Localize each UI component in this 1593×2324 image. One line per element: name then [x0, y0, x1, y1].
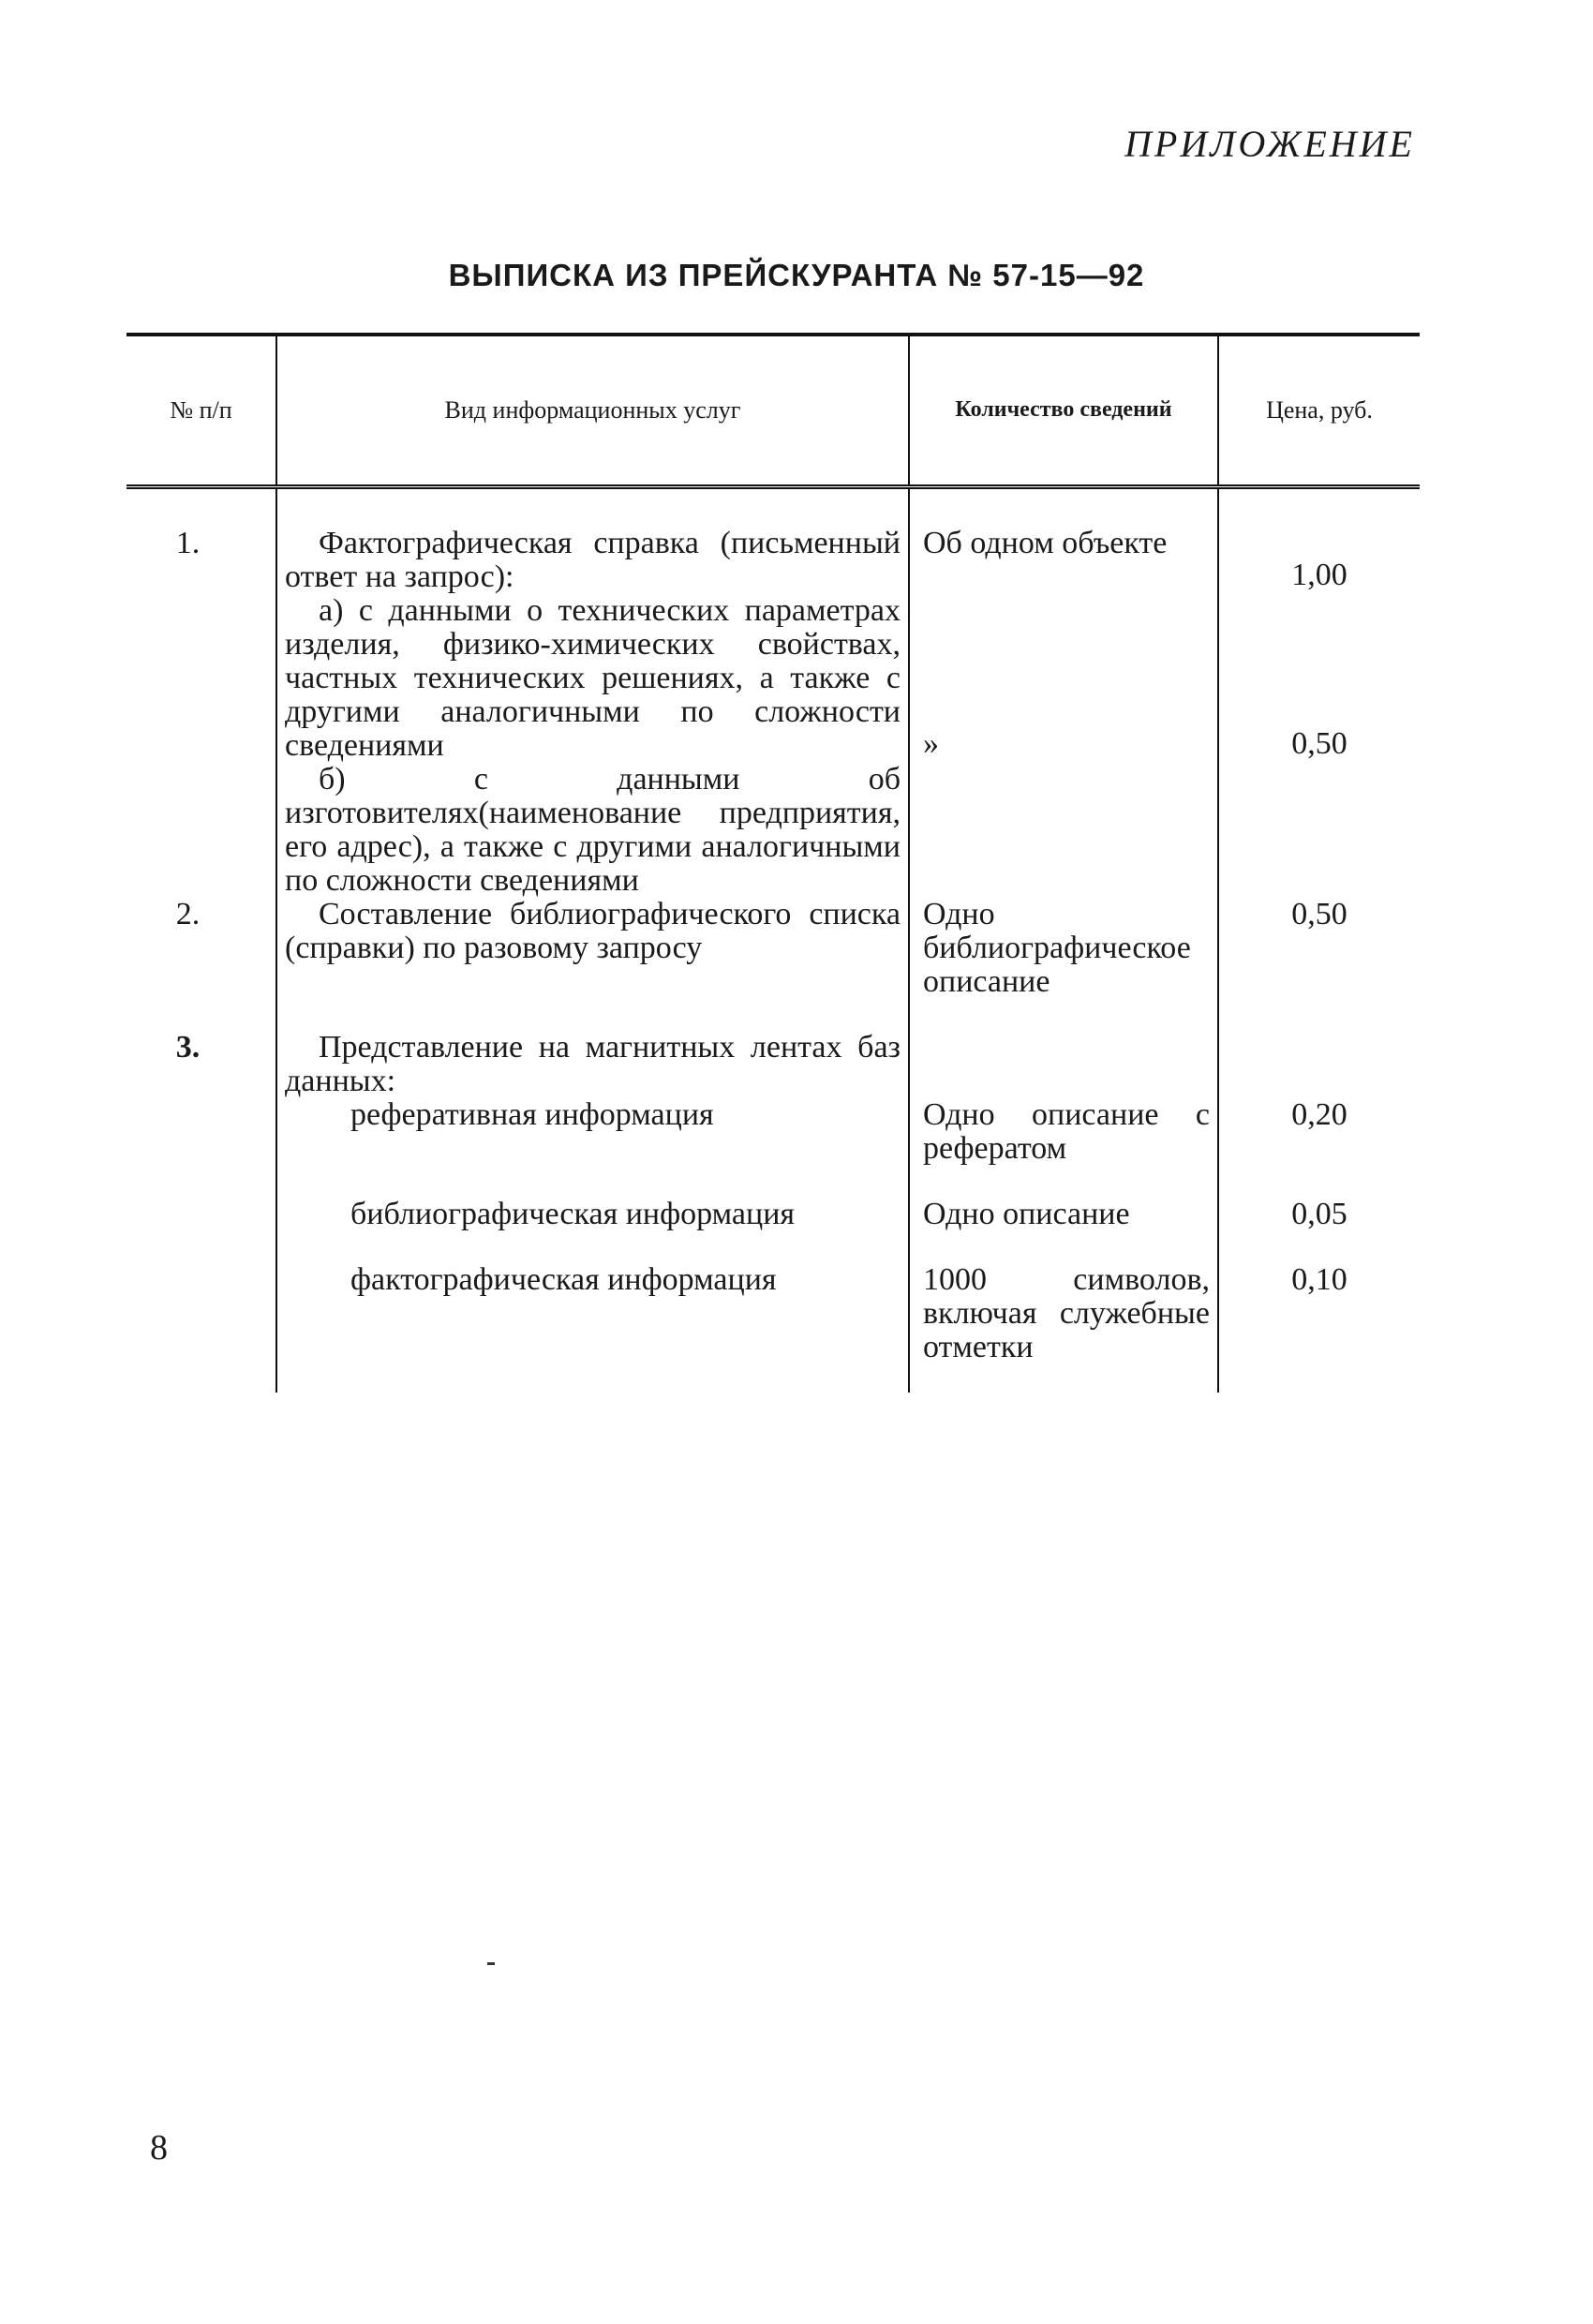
- price-cell: 0,05: [1218, 1166, 1420, 1231]
- quantity-cell: Об одном объекте: [909, 487, 1218, 595]
- row-number: [127, 594, 276, 763]
- row-number: [127, 1098, 276, 1166]
- table-header-row: [127, 336, 1420, 487]
- table-row: [127, 898, 1420, 999]
- price-table-container: [127, 333, 1420, 1393]
- header-price: Цена, руб.: [1218, 336, 1420, 487]
- service-description: б) с данными об изготовителях(наименование предприятия, его адрес), а также с другими аналогичными по сложности сведениями: [276, 763, 909, 898]
- header-quantity: Количество сведений: [909, 336, 1218, 487]
- row-number: [127, 1166, 276, 1231]
- row-number: 2.: [175, 897, 201, 931]
- quantity-cell: Одно описание: [909, 1166, 1218, 1231]
- service-description: Представление на магнитных лентах баз данных:: [276, 999, 909, 1098]
- price-cell: 0,20: [1218, 1098, 1420, 1166]
- quantity-cell: »: [909, 727, 1218, 862]
- header-num: № п/п: [170, 396, 232, 425]
- header-service: Вид информационных услуг: [276, 336, 909, 487]
- scan-artifact-mark: [487, 1962, 495, 1965]
- service-description: Фактографическая справка (письменный ответ на запрос):: [276, 487, 909, 595]
- page-number: 8: [150, 2128, 168, 2168]
- table-row: [127, 763, 1420, 898]
- service-description: фактографическая информация: [276, 1231, 909, 1364]
- service-description: Составление библиографического списка (справки) по разовому запросу: [276, 898, 909, 999]
- price-cell: 0,50: [1218, 727, 1420, 862]
- document-title: ВЫПИСКА ИЗ ПРЕЙСКУРАНТА № 57-15—92: [448, 258, 1145, 292]
- row-number: [127, 763, 276, 898]
- price-cell: 1,00: [1218, 559, 1420, 727]
- quantity-cell: Одно библиографическое описание: [909, 898, 1218, 999]
- service-description: а) с данными о технических параметрах изделия, физико-химических свойствах, частных технических решениях, а также с другими аналогичными по сложности сведениями: [276, 594, 909, 763]
- service-description: библиографическая информация: [276, 1166, 909, 1231]
- table-row: [127, 1098, 1420, 1166]
- price-cell: 0,50: [1218, 898, 1420, 999]
- quantity-cell: 1000 символов, включая служебные отметки: [909, 1231, 1218, 1364]
- table-bottom-spacer: [127, 1364, 1420, 1393]
- quantity-cell: [909, 999, 1218, 1098]
- row-number: 3.: [175, 1030, 201, 1065]
- price-cell: 0,10: [1218, 1231, 1420, 1364]
- row-number: 1.: [175, 526, 201, 560]
- table-row: [127, 1166, 1420, 1231]
- price-table: [127, 336, 1420, 1393]
- table-row: [127, 1231, 1420, 1364]
- appendix-label: ПРИЛОЖЕНИЕ: [1124, 123, 1415, 165]
- price-cell: [1218, 999, 1420, 1098]
- quantity-cell: Одно описание с рефератом: [909, 1098, 1218, 1166]
- service-description: реферативная информация: [276, 1098, 909, 1166]
- table-row: [127, 999, 1420, 1098]
- row-number: [127, 1231, 276, 1364]
